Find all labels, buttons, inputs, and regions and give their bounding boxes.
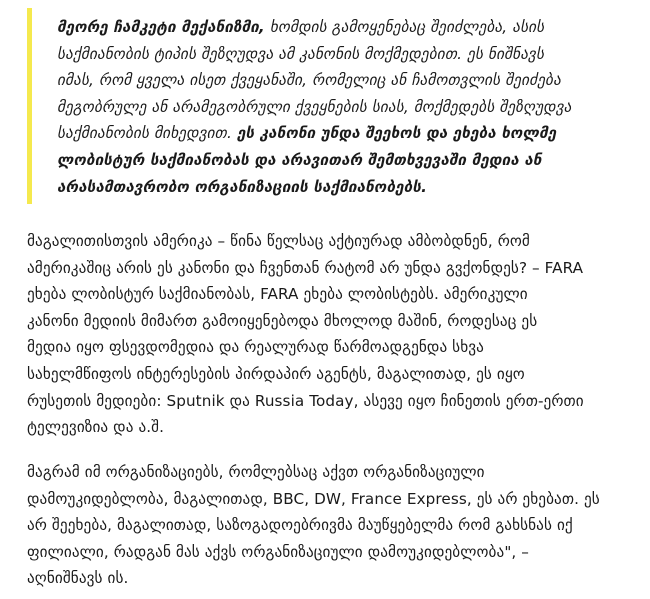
paragraph-line: მედია იყო ფსევდომედია და რეალურად წარმოადგენდა სხვა <box>27 338 484 357</box>
quote-line <box>57 120 647 147</box>
quote-bold-text: მეორე ჩამკეტი მექანიზმი, <box>57 18 265 36</box>
quote-bold-text: ლობისტურ საქმიანობას და არავითარ შემთხვევაში მედია ან <box>57 150 542 169</box>
quote-bold-text: ეს კანონი უნდა შეეხოს და ეხება ხოლმე <box>236 124 557 143</box>
paragraph-line: აღნიშნავს ის. <box>27 569 129 588</box>
paragraph-line: კანონი მედიის მიმართ გამოიყენებოდა მხოლოდ მაშინ, როდესაც ეს <box>27 311 538 330</box>
paragraph-line: დამოუკიდებლობა, მაგალითად, BBC, DW, France Express, ეს არ ეხებათ. ეს <box>27 489 600 508</box>
quote-text: იმას, რომ ყველა ისეთ ქვეყანაში, რომელიც ან ჩამოთვლის შეიძება <box>57 71 561 90</box>
quote-bold-text: არასამთავრობო ორგანიზაციის საქმიანობებს. <box>57 177 427 196</box>
paragraph-line: ამერიკაშიც არის ეს კანონი და ჩვენთან რატომ არ უნდა გვქონდეს? – FARA <box>27 258 584 277</box>
paragraph-line: ფილიალი, რადგან მას აქვს ორგანიზაციული დამოუკიდებლობა", – <box>27 542 529 561</box>
paragraph-line: ეხება ლობისტურ საქმიანობას, FARA ეხება ლობისტებს. ამერიკული <box>27 285 528 304</box>
quote-text: მეგობრულე ან არამეგობრული ქვეყნების სიას, მოქმედებს შეზღუდვა <box>57 97 572 116</box>
blockquote <box>27 8 647 204</box>
quote-line <box>57 94 647 121</box>
paragraph-line: სახელმწიფოს ინტერესების პირდაპირ აგენტს, მაგალითად, ეს იყო <box>27 364 525 383</box>
paragraph-line: ტელევიზია და ა.შ. <box>27 418 165 437</box>
paragraph-line: რუსეთის მედიები: Sputnik და Russia Today, ასევე იყო ჩინეთის ერთ-ერთი <box>27 391 584 410</box>
quote-text: ხომდის გამოყენებაც შეიძლება, ასის <box>264 18 545 36</box>
quote-text: საქმიანობის ტიპის შეზღუდვა ამ კანონის მოქმედებით. ეს ნიშნავს <box>57 44 545 63</box>
paragraph-line: არ შეეხება, მაგალითად, საზოგადოებრივმა მაუწყებელმა რომ გახსნას იქ <box>27 516 573 535</box>
paragraph-line: მაგრამ იმ ორგანიზაციებს, რომლებსაც აქვთ ორგანიზაციული <box>27 463 485 481</box>
quote-text: საქმიანობის მიხედვით. <box>57 124 237 143</box>
quote-line <box>57 147 647 174</box>
quote-line <box>57 174 647 201</box>
paragraph-line: მაგალითისთვის ამერიკა – წინა წელსაც აქტიურად ამბობდნენ, რომ <box>27 232 530 250</box>
article-paragraph <box>27 228 650 441</box>
quote-line <box>57 14 647 41</box>
quote-line <box>57 67 647 94</box>
quote-line <box>57 41 647 68</box>
article-paragraph <box>27 459 650 592</box>
